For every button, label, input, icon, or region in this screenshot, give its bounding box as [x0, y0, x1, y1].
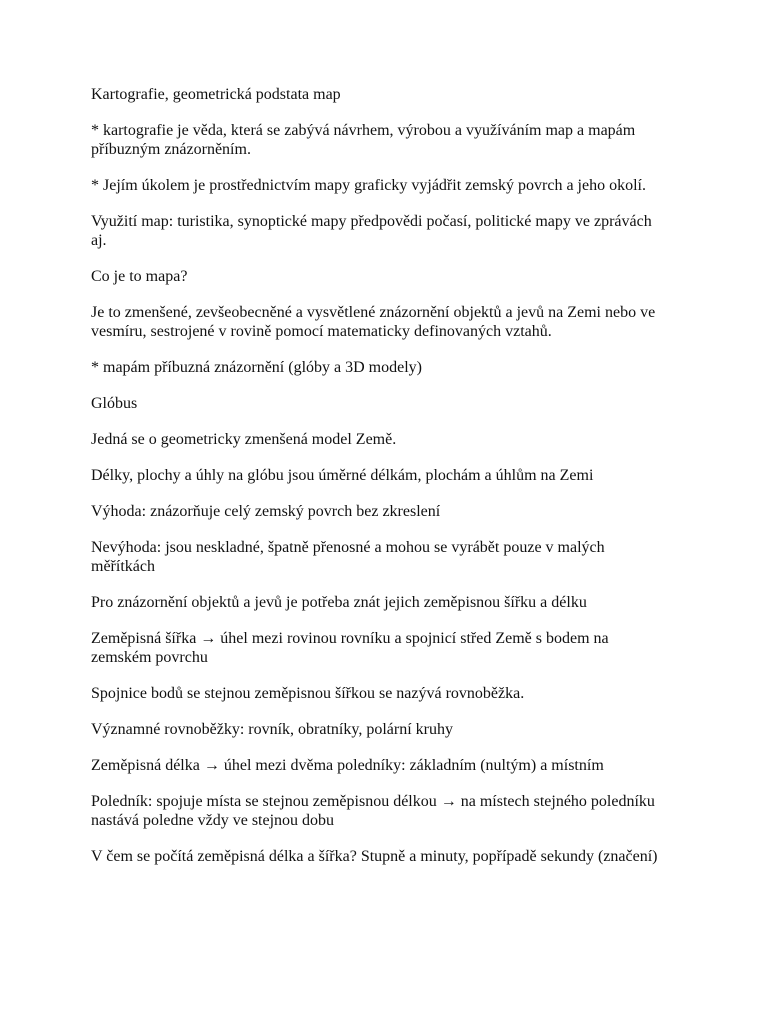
paragraph-map-usage: Využití map: turistika, synoptické mapy předpovědi počasí, politické mapy ve zprávách aj. [91, 213, 652, 249]
paragraph-related-representations: * mapám příbuzná znázornění (glóby a 3D modely) [91, 359, 422, 376]
paragraph-meridian: Poledník: spojuje místa se stejnou zeměpisnou délkou → na místech stejného poledníku nastává poledne vždy ve stejnou dobu [91, 793, 655, 829]
paragraph-units-question: V čem se počítá zeměpisná délka a šířka? Stupně a minuty, popřípadě sekundy (značení) [91, 848, 658, 865]
paragraph-coordinates-needed: Pro znázornění objektů a jevů je potřeba znát jejich zeměpisnou šířku a délku [91, 594, 587, 611]
document-title: Kartografie, geometrická podstata map [91, 86, 341, 103]
paragraph-cartography-definition: * kartografie je věda, která se zabývá návrhem, výrobou a využíváním map a mapám příbuzným znázorněním. [91, 122, 636, 158]
paragraph-longitude: Zeměpisná délka → úhel mezi dvěma poledníky: základním (nultým) a místním [91, 757, 604, 774]
paragraph-parallel: Spojnice bodů se stejnou zeměpisnou šířkou se nazývá rovnoběžka. [91, 685, 525, 702]
document-page [91, 85, 671, 883]
heading-globe: Glóbus [91, 395, 138, 412]
paragraph-globe-disadvantage: Nevýhoda: jsou neskladné, špatně přenosné a mohou se vyrábět pouze v malých měřítkách [91, 539, 605, 575]
paragraph-important-parallels: Významné rovnoběžky: rovník, obratníky, polární kruhy [91, 721, 453, 738]
paragraph-globe-definition: Jedná se o geometricky zmenšená model Země. [91, 431, 397, 448]
paragraph-globe-proportions: Délky, plochy a úhly na glóbu jsou úměrné délkám, plochám a úhlům na Zemi [91, 467, 594, 484]
paragraph-map-definition: Je to zmenšené, zevšeobecněné a vysvětlené znázornění objektů a jevů na Zemi nebo ve vesmíru, sestrojené v rovině pomocí matematicky definovaných vztahů. [91, 304, 656, 340]
paragraph-cartography-task: * Jejím úkolem je prostřednictvím mapy graficky vyjádřit zemský povrch a jeho okolí. [91, 177, 646, 194]
paragraph-globe-advantage: Výhoda: znázorňuje celý zemský povrch bez zkreslení [91, 503, 441, 520]
heading-what-is-map: Co je to mapa? [91, 268, 188, 285]
paragraph-latitude: Zeměpisná šířka → úhel mezi rovinou rovníku a spojnicí střed Země s bodem na zemském povrchu [91, 630, 609, 666]
